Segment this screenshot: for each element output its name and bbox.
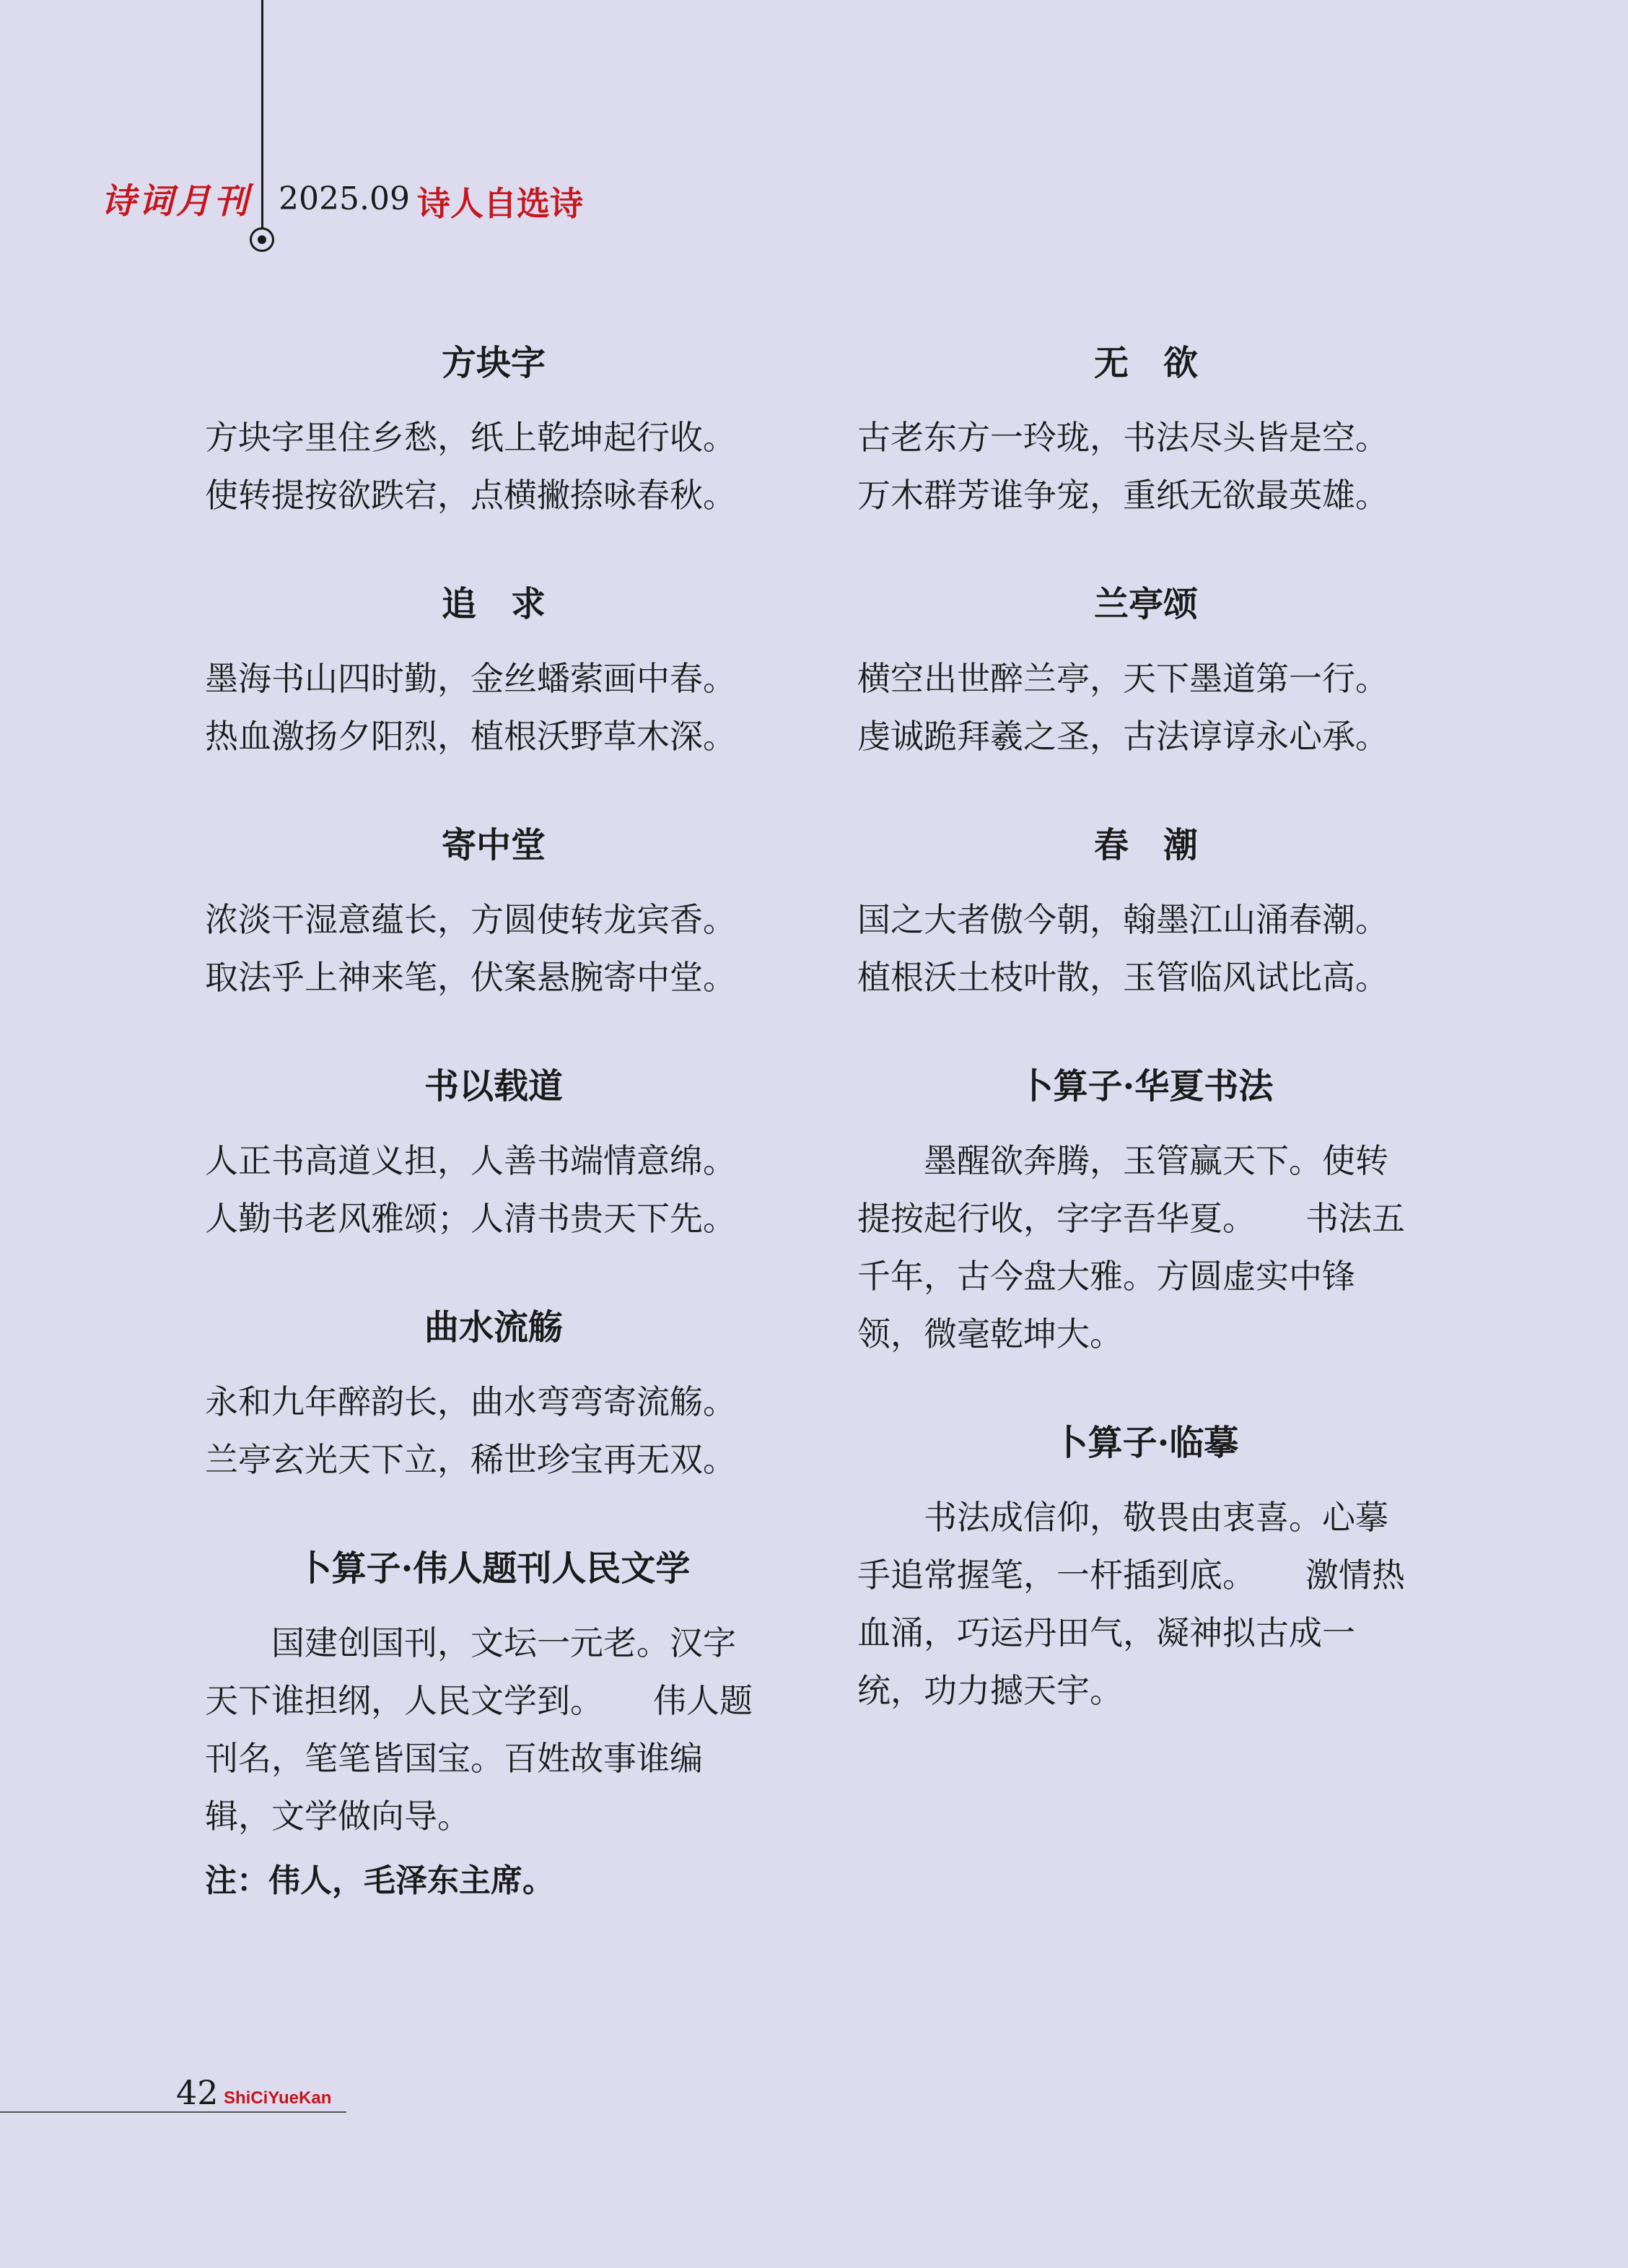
poem-line: 虔诚跪拜羲之圣，古法谆谆永心承。 (857, 717, 1388, 756)
issue-date: 2025.09 (279, 180, 410, 217)
poem-title: 卜算子·伟人题刊人民文学 (297, 1548, 691, 1589)
ci-text: 国建创国刊，文坛一元老。汉字天下谁担纲，人民文学到。 伟人题刊名，笔笔皆国宝。百姓故事谁编辑，文学做向导。 (205, 1623, 753, 1836)
poem-title: 追 求 (441, 584, 546, 624)
poem (205, 580, 782, 765)
brand-name: ShiCiYueKan (224, 2088, 332, 2108)
poem (205, 1063, 782, 1247)
poem-title: 曲水流觞 (424, 1307, 563, 1348)
poem-title: 卜算子·临摹 (1053, 1423, 1239, 1463)
poem-title: 无 欲 (1093, 343, 1198, 383)
magazine-logo: 诗词月刊 (101, 181, 252, 222)
poem (857, 580, 1435, 765)
poem-line: 取法乎上神来笔，伏案悬腕寄中堂。 (205, 958, 736, 997)
poem-title: 书以载道 (424, 1066, 563, 1107)
poem-line: 兰亭玄光天下立，稀世珍宝再无双。 (205, 1440, 736, 1479)
ci-poem (857, 1419, 1435, 1719)
ci-text: 墨醒欲奔腾，玉管赢天下。使转提按起行收，字字吾华夏。 书法五千年，古今盘大雅。方圆虚实中锋领，微毫乾坤大。 (857, 1141, 1405, 1353)
right-column (857, 339, 1435, 1776)
poem-note: 注：伟人，毛泽东主席。 (205, 1862, 554, 1899)
poem-title: 春 潮 (1093, 825, 1198, 865)
poem (205, 821, 782, 1006)
poem-title: 卜算子·华夏书法 (1018, 1066, 1274, 1107)
poem-title: 寄中堂 (441, 825, 546, 865)
poem-line: 浓淡干湿意蕴长，方圆使转龙宾香。 (205, 900, 736, 939)
poem-title: 方块字 (441, 343, 546, 383)
target-icon (250, 227, 274, 252)
ci-poem (205, 1545, 782, 1910)
poem-title: 兰亭颂 (1093, 584, 1198, 624)
poem-line: 万木群芳谁争宠，重纸无欲最英雄。 (857, 476, 1388, 515)
poem-line: 永和九年醉韵长，曲水弯弯寄流觞。 (205, 1382, 736, 1421)
poem-line: 方块字里住乡愁，纸上乾坤起行收。 (205, 418, 736, 457)
header-rule (261, 0, 263, 230)
poem (205, 1304, 782, 1488)
poem-line: 墨海书山四时勤，金丝蟠萦画中春。 (205, 659, 736, 698)
ci-poem (857, 1063, 1435, 1363)
column-title: 诗人自选诗 (417, 184, 583, 223)
poem (857, 339, 1435, 524)
poem-line: 古老东方一玲珑，书法尽头皆是空。 (857, 418, 1388, 457)
poem-line: 热血激扬夕阳烈，植根沃野草木深。 (205, 717, 736, 756)
poem-line: 国之大者傲今朝，翰墨江山涌春潮。 (857, 900, 1388, 939)
page-number: 42 (176, 2073, 219, 2112)
footer-rule (0, 2111, 346, 2113)
poem-line: 植根沃土枝叶散，玉管临风试比高。 (857, 958, 1388, 997)
poem (857, 821, 1435, 1006)
poem (205, 339, 782, 524)
poem-line: 横空出世醉兰亭，天下墨道第一行。 (857, 659, 1388, 698)
poem-line: 人正书高道义担，人善书端情意绵。 (205, 1141, 736, 1180)
ci-text: 书法成信仰，敬畏由衷喜。心摹手追常握笔，一杆插到底。 激情热血涌，巧运丹田气，凝神拟古成一统，功力撼天宇。 (857, 1498, 1405, 1710)
left-column (205, 339, 782, 1966)
poem-line: 人勤书老风雅颂；人清书贵天下先。 (205, 1199, 736, 1238)
poem-line: 使转提按欲跌宕，点横撇捺咏春秋。 (205, 476, 736, 515)
